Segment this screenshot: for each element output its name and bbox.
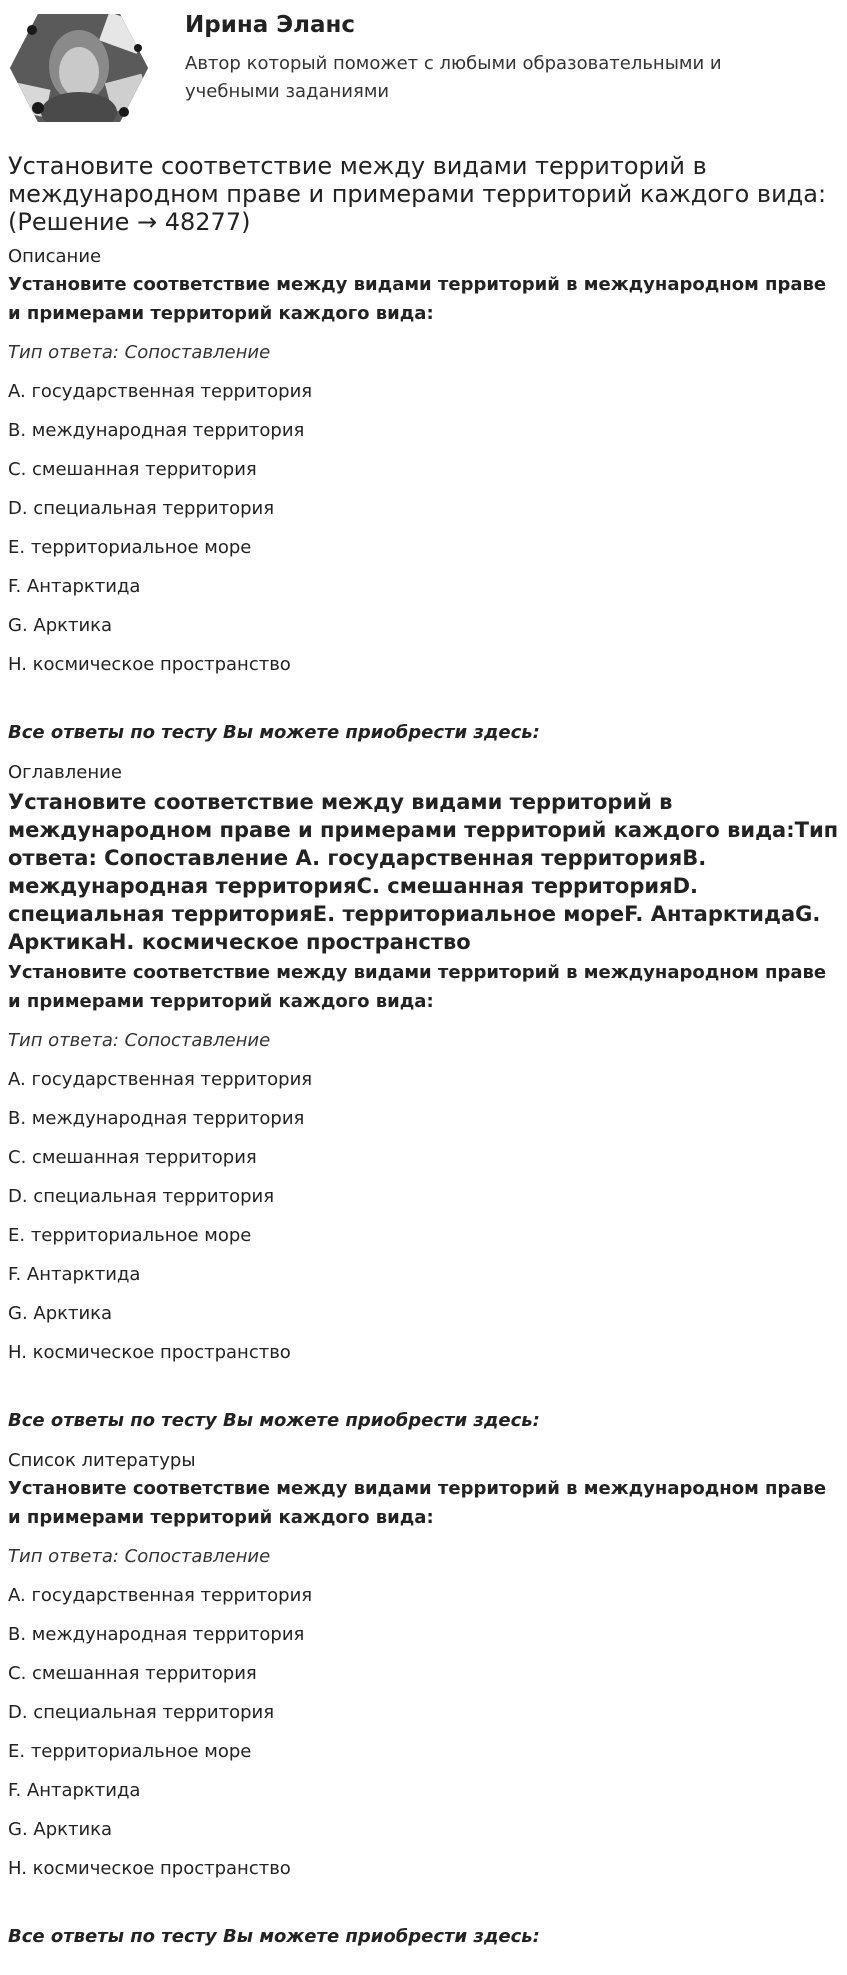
question-text: Установите соответствие между видами территорий в международном праве и примерами территорий каждого вида: — [8, 274, 827, 324]
option-c: C. смешанная территория — [8, 1663, 257, 1684]
toc-label: Оглавление — [8, 762, 122, 783]
page-title: Установите соответствие между видами территорий в международном праве и примерами территорий каждого вида: (Решение → 48277) — [8, 152, 827, 236]
option-e: E. территориальное море — [8, 537, 252, 558]
answer-type: Тип ответа: Сопоставление — [8, 1546, 271, 1567]
question-text: Установите соответствие между видами территорий в международном праве и примерами территорий каждого вида: — [8, 962, 827, 1012]
option-d: D. специальная территория — [8, 1702, 275, 1723]
toc-section — [0, 762, 847, 1434]
option-e: E. территориальное море — [8, 1741, 252, 1762]
option-b: B. международная территория — [8, 1108, 305, 1129]
buy-answers-link[interactable]: Все ответы по тесту Вы можете приобрести здесь: — [8, 1926, 540, 1947]
answer-type: Тип ответа: Сопоставление — [8, 1030, 271, 1051]
option-f: F. Антарктида — [8, 1780, 141, 1801]
toc-heading: Установите соответствие между видами территорий в международном праве и примерами территорий каждого вида:Тип ответа: Сопоставление A. государственная территорияB. международная территорияC. смешанная территорияD. специальная территорияE. территориальное мореF. АнтарктидаG. АрктикаH. космическое пространство — [8, 790, 839, 954]
option-c: C. смешанная территория — [8, 1147, 257, 1168]
buy-answers-link[interactable]: Все ответы по тесту Вы можете приобрести здесь: — [8, 1410, 540, 1431]
option-g: G. Арктика — [8, 615, 113, 636]
option-e: E. территориальное море — [8, 1225, 252, 1246]
option-a: A. государственная территория — [8, 1585, 313, 1606]
literature-section — [0, 1450, 847, 1950]
option-d: D. специальная территория — [8, 498, 275, 519]
option-h: H. космическое пространство — [8, 1342, 291, 1363]
author-card — [0, 0, 847, 140]
option-c: C. смешанная территория — [8, 459, 257, 480]
author-name[interactable]: Ирина Эланс — [185, 12, 356, 38]
option-h: H. космическое пространство — [8, 1858, 291, 1879]
option-a: A. государственная территория — [8, 381, 313, 402]
literature-label: Список литературы — [8, 1450, 196, 1471]
option-d: D. специальная территория — [8, 1186, 275, 1207]
buy-answers-link[interactable]: Все ответы по тесту Вы можете приобрести здесь: — [8, 722, 540, 743]
option-b: B. международная территория — [8, 1624, 305, 1645]
option-f: F. Антарктида — [8, 576, 141, 597]
option-b: B. международная территория — [8, 420, 305, 441]
option-a: A. государственная территория — [8, 1069, 313, 1090]
author-avatar[interactable] — [8, 8, 150, 128]
option-f: F. Антарктида — [8, 1264, 141, 1285]
answer-type: Тип ответа: Сопоставление — [8, 342, 271, 363]
option-g: G. Арктика — [8, 1303, 113, 1324]
description-section — [0, 246, 847, 746]
option-h: H. космическое пространство — [8, 654, 291, 675]
question-text: Установите соответствие между видами территорий в международном праве и примерами территорий каждого вида: — [8, 1478, 827, 1528]
description-label: Описание — [8, 246, 102, 267]
author-description: Автор который поможет с любыми образовательными и учебными заданиями — [185, 53, 722, 102]
option-g: G. Арктика — [8, 1819, 113, 1840]
